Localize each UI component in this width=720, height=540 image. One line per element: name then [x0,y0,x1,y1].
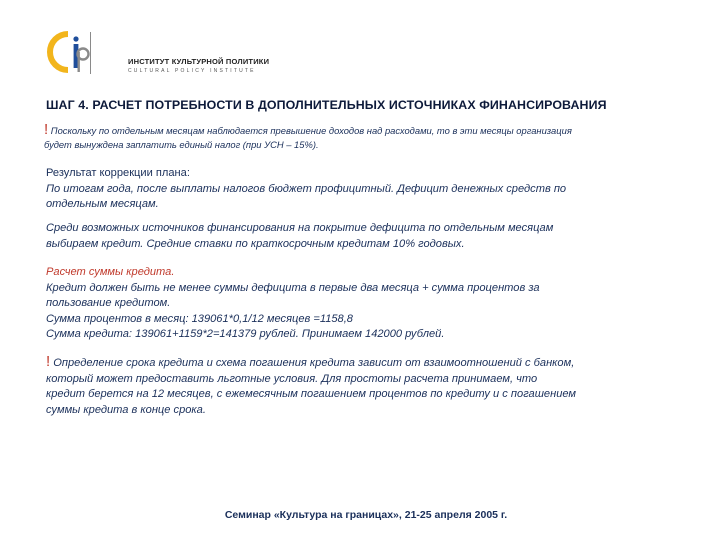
tax-note [44,123,694,152]
warning-mark-icon: ! [46,353,51,370]
result-line-2: отдельным месяцам. [46,198,159,211]
calc-line-3: Сумма процентов в месяц: 139061*0,1/12 месяцев =1158,8 [46,312,353,325]
warning-mark-icon: ! [44,121,49,138]
calc-line-1: Кредит должен быть не менее суммы дефицита в первые два месяца + сумма процентов за [46,281,540,294]
plan-correction-result [46,166,696,213]
note2-line-4: суммы кредита в конце срока. [46,403,206,416]
note2-line-1: Определение срока кредита и схема погашения кредита зависит от взаимоотношений с банком, [53,357,575,369]
credit-calculation [46,265,696,343]
institute-logo-icon [46,30,90,74]
logo [46,30,270,74]
logo-divider [90,32,91,74]
sources-line-1: Среди возможных источников финансирования на покрытие дефицита по отдельным месяцам [46,222,554,234]
result-line-1: По итогам года, после выплаты налогов бюджет профицитный. Дефицит денежных средств по [46,182,567,195]
credit-term-note [46,354,696,418]
calc-heading: Расчет суммы кредита. [46,266,175,278]
calc-line-4: Сумма кредита: 139061+1159*2=141379 рублей. Принимаем 142000 рублей. [46,328,445,341]
financing-sources [46,221,696,252]
footer-text: Семинар «Культура на границах», 21-25 апреля 2005 г. [224,509,508,521]
tax-note-line-2: будет вынуждена заплатить единый налог (при УСН – 15%). [44,139,319,150]
note2-line-3: кредит берется на 12 месяцев, с ежемесячным погашением процентов по кредиту и с погашением [46,388,577,401]
note2-line-2: который может предоставить льготные условия. Для простоты расчета принимаем, что [46,372,538,385]
footer [0,509,720,521]
tax-note-line-1: Поскольку по отдельным месяцам наблюдается превышение доходов над расходами, то в эти месяцы организация [50,125,572,136]
calc-line-2: пользование кредитом. [46,297,171,310]
sources-line-2: выбираем кредит. Средние ставки по краткосрочным кредитам 10% годовых. [46,237,465,250]
logo-title: ИНСТИТУТ КУЛЬТУРНОЙ ПОЛИТИКИ [128,57,270,66]
result-heading: Результат коррекции плана: [46,167,190,179]
page-title: ШАГ 4. РАСЧЕТ ПОТРЕБНОСТИ В ДОПОЛНИТЕЛЬНЫХ ИСТОЧНИКАХ ФИНАНСИРОВАНИЯ [46,98,607,112]
logo-subtitle: CULTURAL POLICY INSTITUTE [128,68,256,74]
